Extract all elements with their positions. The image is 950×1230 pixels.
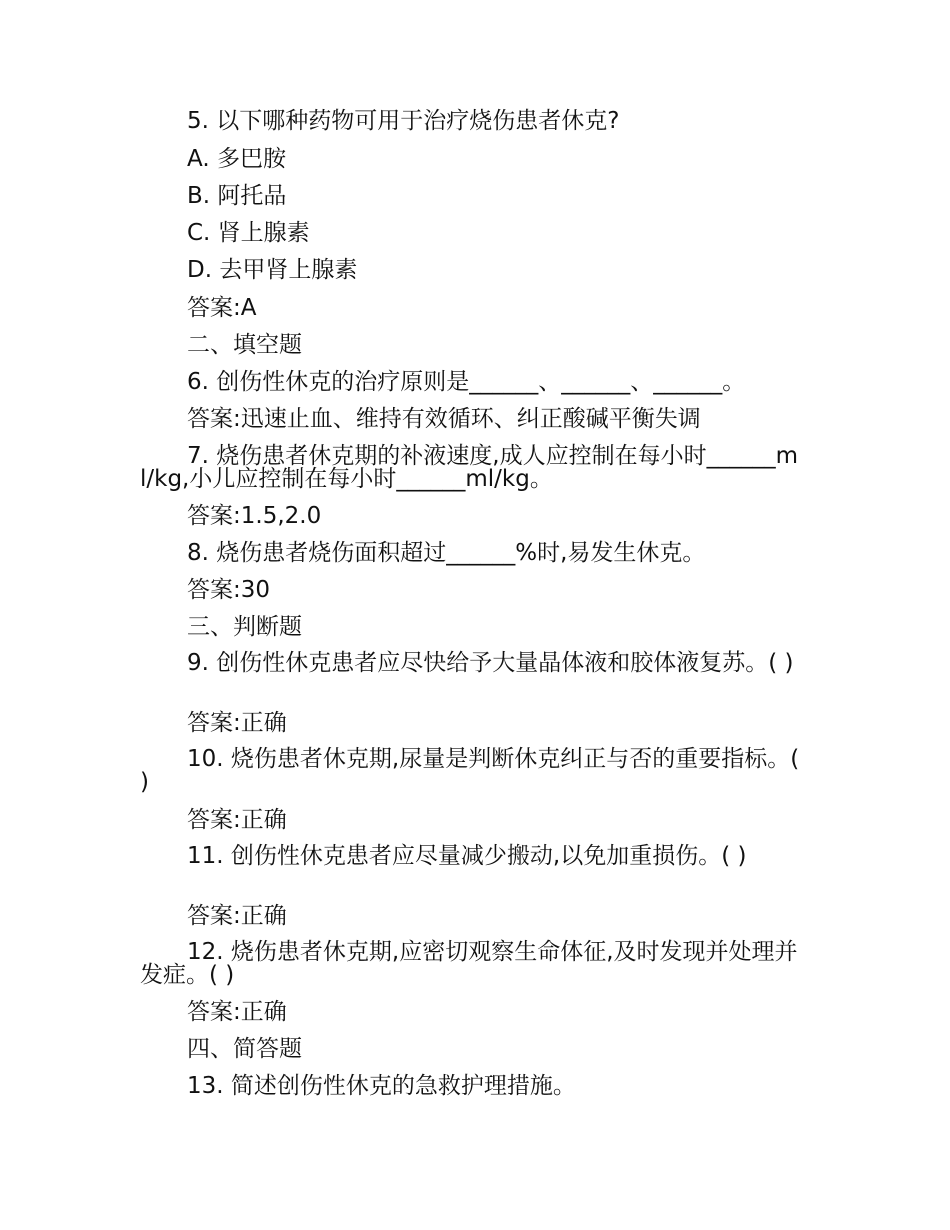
answer-10: 答案:正确	[187, 807, 287, 833]
answer-9: 答案:正确	[187, 710, 287, 736]
answer-6: 答案:迅速止血、维持有效循环、纠正酸碱平衡失调	[187, 406, 701, 432]
answer-8: 答案:30	[187, 577, 271, 603]
option-d: D. 去甲肾上腺素	[187, 257, 358, 283]
answer-11: 答案:正确	[187, 903, 287, 929]
section-heading-true-false: 三、判断题	[187, 614, 302, 640]
option-a: A. 多巴胺	[187, 146, 286, 172]
question-8: 8. 烧伤患者烧伤面积超过______%时,易发生休克。	[187, 540, 706, 566]
question-7: 7. 烧伤患者休克期的补液速度,成人应控制在每小时______ml/kg,小儿应控制在每小时______ml/kg。	[140, 443, 798, 492]
question-12: 12. 烧伤患者休克期,应密切观察生命体征,及时发现并处理并发症。( )	[140, 939, 798, 988]
question-11: 11. 创伤性休克患者应尽量减少搬动,以免加重损伤。( )	[187, 843, 747, 869]
section-heading-short-answer: 四、简答题	[187, 1036, 302, 1062]
answer-12: 答案:正确	[187, 999, 287, 1025]
question-6: 6. 创伤性休克的治疗原则是______、______、______。	[187, 369, 746, 395]
option-b: B. 阿托品	[187, 183, 287, 209]
section-heading-fill-in: 二、填空题	[187, 332, 302, 358]
question-9: 9. 创伤性休克患者应尽快给予大量晶体液和胶体液复苏。( )	[187, 650, 794, 676]
answer-7: 答案:1.5,2.0	[187, 503, 322, 529]
option-c: C. 肾上腺素	[187, 220, 310, 246]
answer-5: 答案:A	[187, 295, 257, 321]
question-10: 10. 烧伤患者休克期,尿量是判断休克纠正与否的重要指标。( )	[140, 746, 800, 795]
question-5: 5. 以下哪种药物可用于治疗烧伤患者休克?	[187, 108, 620, 134]
question-13: 13. 简述创伤性休克的急救护理措施。	[187, 1073, 576, 1099]
